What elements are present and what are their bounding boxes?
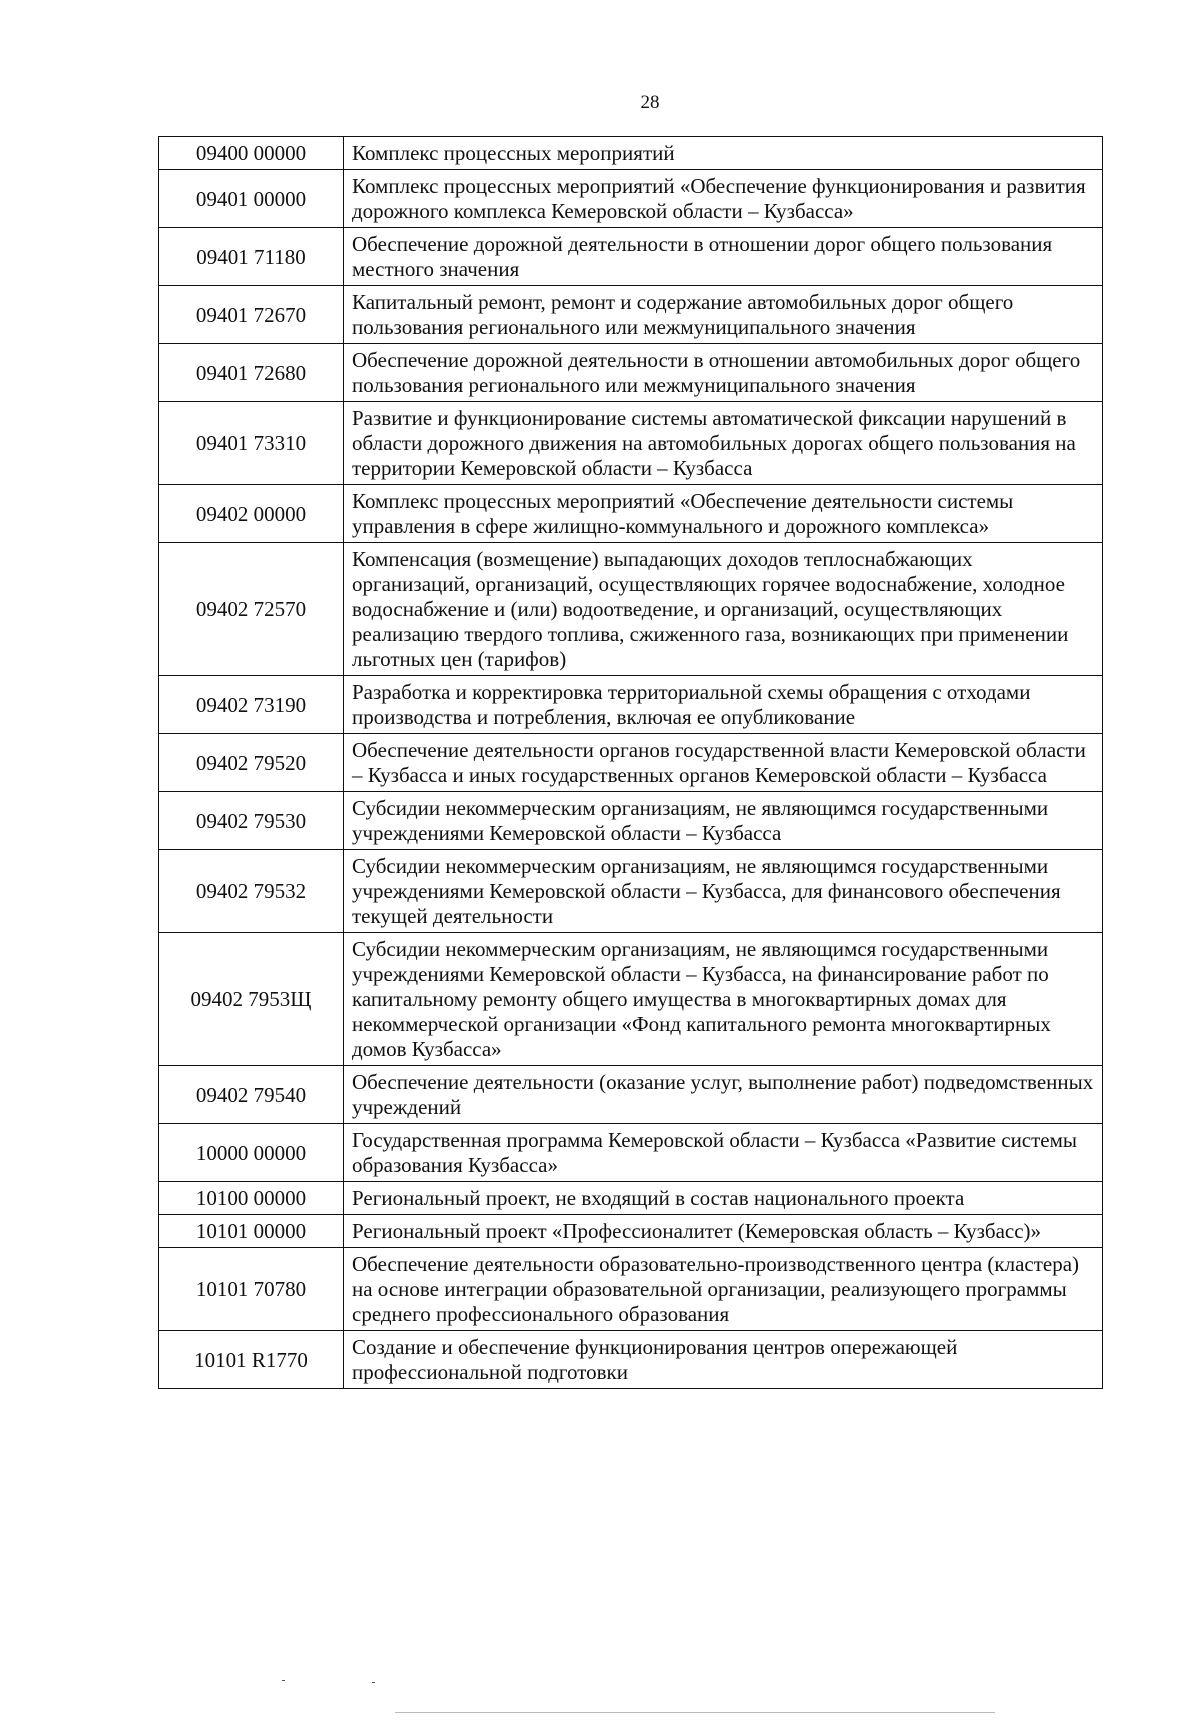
row-code-cell: 09402 79532 bbox=[159, 850, 344, 933]
row-code-cell: 10100 00000 bbox=[159, 1182, 344, 1215]
table-row bbox=[159, 170, 1103, 228]
table-row bbox=[159, 933, 1103, 1066]
table-row bbox=[159, 676, 1103, 734]
row-description-cell: Комплекс процессных мероприятий «Обеспечение функционирования и развития дорожного комплекса Кемеровской области – Кузбасса» bbox=[344, 170, 1103, 228]
row-code-cell: 09402 72570 bbox=[159, 543, 344, 676]
row-code-cell: 09402 73190 bbox=[159, 676, 344, 734]
row-description-cell: Комплекс процессных мероприятий «Обеспечение деятельности системы управления в сфере жилищно-коммунального и дорожного комплекса» bbox=[344, 485, 1103, 543]
table-row bbox=[159, 286, 1103, 344]
row-description-cell: Капитальный ремонт, ремонт и содержание автомобильных дорог общего пользования регионального или межмуниципального значения bbox=[344, 286, 1103, 344]
table-row bbox=[159, 734, 1103, 792]
row-description-cell: Субсидии некоммерческим организациям, не являющимся государственными учреждениями Кемеровской области – Кузбасса bbox=[344, 792, 1103, 850]
table-row bbox=[159, 543, 1103, 676]
row-code-cell: 09402 7953Щ bbox=[159, 933, 344, 1066]
row-description-cell: Обеспечение деятельности образовательно-производственного центра (кластера) на основе интеграции образовательной организации, реализующего программы среднего профессионального образования bbox=[344, 1248, 1103, 1331]
scan-mark bbox=[395, 1712, 995, 1713]
table-row bbox=[159, 792, 1103, 850]
row-code-cell: 09400 00000 bbox=[159, 137, 344, 170]
row-code-cell: 10101 R1770 bbox=[159, 1331, 344, 1389]
row-description-cell: Обеспечение деятельности органов государственной власти Кемеровской области – Кузбасса и иных государственных органов Кемеровской области – Кузбасса bbox=[344, 734, 1103, 792]
row-code-cell: 10000 00000 bbox=[159, 1124, 344, 1182]
row-description-cell: Компенсация (возмещение) выпадающих доходов теплоснабжающих организаций, организаций, осуществляющих горячее водоснабжение, холодное водоснабжение и (или) водоотведение, и организаций, осуществляющих реализацию твердого топлива, сжиженного газа, возникающих при применении льготных цен (тарифов) bbox=[344, 543, 1103, 676]
budget-classification-table bbox=[158, 136, 1103, 1389]
table-row bbox=[159, 1215, 1103, 1248]
row-description-cell: Региональный проект, не входящий в состав национального проекта bbox=[344, 1182, 1103, 1215]
row-description-cell: Комплекс процессных мероприятий bbox=[344, 137, 1103, 170]
table-row bbox=[159, 1124, 1103, 1182]
scan-mark bbox=[282, 1680, 285, 1681]
row-description-cell: Субсидии некоммерческим организациям, не являющимся государственными учреждениями Кемеровской области – Кузбасса, для финансового обеспечения текущей деятельности bbox=[344, 850, 1103, 933]
row-code-cell: 09402 79530 bbox=[159, 792, 344, 850]
row-code-cell: 09401 72670 bbox=[159, 286, 344, 344]
row-code-cell: 09402 79520 bbox=[159, 734, 344, 792]
row-code-cell: 09401 00000 bbox=[159, 170, 344, 228]
row-description-cell: Развитие и функционирование системы автоматической фиксации нарушений в области дорожного движения на автомобильных дорогах общего пользования на территории Кемеровской области – Кузбасса bbox=[344, 402, 1103, 485]
row-description-cell: Государственная программа Кемеровской области – Кузбасса «Развитие системы образования Кузбасса» bbox=[344, 1124, 1103, 1182]
page-number: 28 bbox=[640, 92, 660, 113]
table-row bbox=[159, 137, 1103, 170]
row-description-cell: Обеспечение деятельности (оказание услуг, выполнение работ) подведомственных учреждений bbox=[344, 1066, 1103, 1124]
table-row bbox=[159, 1066, 1103, 1124]
row-code-cell: 09402 79540 bbox=[159, 1066, 344, 1124]
table-row bbox=[159, 402, 1103, 485]
table-row bbox=[159, 1331, 1103, 1389]
row-code-cell: 10101 00000 bbox=[159, 1215, 344, 1248]
scan-mark bbox=[372, 1682, 375, 1683]
table-row bbox=[159, 485, 1103, 543]
row-description-cell: Обеспечение дорожной деятельности в отношении дорог общего пользования местного значения bbox=[344, 228, 1103, 286]
row-code-cell: 09401 73310 bbox=[159, 402, 344, 485]
row-code-cell: 09401 71180 bbox=[159, 228, 344, 286]
table-body bbox=[159, 137, 1103, 1389]
row-description-cell: Субсидии некоммерческим организациям, не являющимся государственными учреждениями Кемеровской области – Кузбасса, на финансирование работ по капитальному ремонту общего имущества в многоквартирных домах для некоммерческой организации «Фонд капитального ремонта многоквартирных домов Кузбасса» bbox=[344, 933, 1103, 1066]
row-description-cell: Обеспечение дорожной деятельности в отношении автомобильных дорог общего пользования регионального или межмуниципального значения bbox=[344, 344, 1103, 402]
table-row bbox=[159, 1182, 1103, 1215]
table-row bbox=[159, 228, 1103, 286]
table-row bbox=[159, 1248, 1103, 1331]
table-row bbox=[159, 850, 1103, 933]
table-row bbox=[159, 344, 1103, 402]
row-description-cell: Региональный проект «Профессионалитет (Кемеровская область – Кузбасс)» bbox=[344, 1215, 1103, 1248]
row-code-cell: 10101 70780 bbox=[159, 1248, 344, 1331]
row-description-cell: Разработка и корректировка территориальной схемы обращения с отходами производства и потребления, включая ее опубликование bbox=[344, 676, 1103, 734]
row-code-cell: 09402 00000 bbox=[159, 485, 344, 543]
row-description-cell: Создание и обеспечение функционирования центров опережающей профессиональной подготовки bbox=[344, 1331, 1103, 1389]
row-code-cell: 09401 72680 bbox=[159, 344, 344, 402]
